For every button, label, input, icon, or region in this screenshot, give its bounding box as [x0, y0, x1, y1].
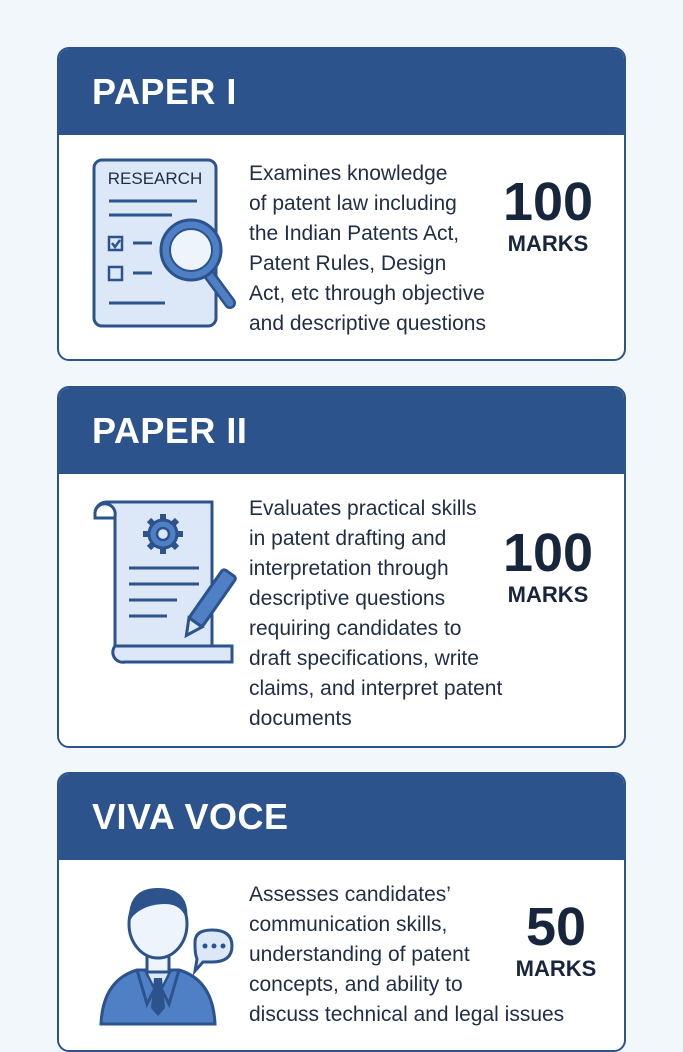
paper-2-body	[59, 474, 624, 746]
viva-voce-body	[59, 860, 624, 1050]
viva-voce-marks-value: 50	[525, 897, 587, 957]
paper-1-description: Examines knowledge of patent law including the Indian Patents Act, Patent Rules, Design Act, etc through objective and descriptive questions	[249, 162, 486, 335]
paper-2-card	[57, 386, 626, 748]
paper-1-title: PAPER I	[92, 71, 237, 112]
paper-1-marks-label: MARKS	[507, 231, 589, 256]
research-icon-label: RESEARCH	[107, 169, 203, 188]
viva-voce-description: Assesses candidates’ communication skills, understanding of patent concepts, and ability to discuss technical and legal issues	[249, 883, 565, 1026]
paper-2-marks-value: 100	[502, 523, 594, 583]
viva-voce-title: VIVA VOCE	[92, 796, 289, 837]
viva-voce-card	[57, 772, 626, 1052]
paper-1-marks-value: 100	[502, 172, 594, 232]
paper-1-card	[57, 47, 626, 361]
viva-voce-marks	[511, 897, 601, 982]
person-speech-bubble-icon	[87, 874, 237, 1039]
paper-1-marks	[499, 172, 597, 257]
paper-2-marks	[499, 523, 597, 608]
viva-voce-header	[59, 774, 624, 860]
paper-2-description: Evaluates practical skills in patent drafting and interpretation through descriptive questions requiring candidates to draft specifications, write claims, and interpret patent documents	[249, 497, 503, 730]
research-document-magnifier-icon	[87, 157, 237, 337]
paper-1-header	[59, 49, 624, 135]
paper-2-header	[59, 388, 624, 474]
viva-voce-marks-label: MARKS	[515, 956, 597, 981]
scroll-gear-pen-icon	[87, 496, 237, 676]
paper-2-marks-label: MARKS	[507, 582, 589, 607]
paper-2-title: PAPER II	[92, 410, 248, 451]
paper-1-body	[59, 135, 624, 359]
